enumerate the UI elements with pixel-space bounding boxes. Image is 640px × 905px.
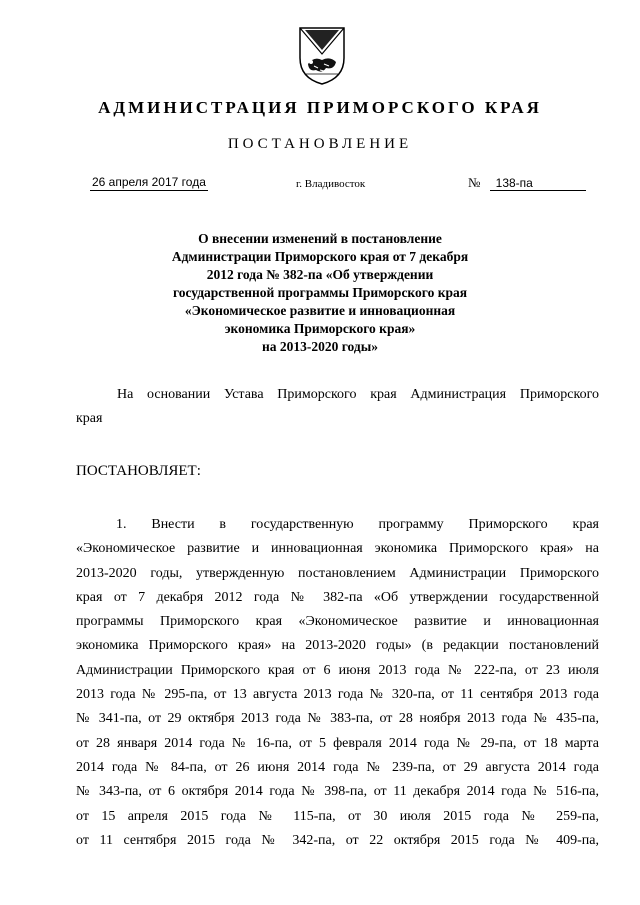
title-line: Администрации Приморского края от 7 декабря [171,249,469,264]
document-number-block [468,175,586,191]
body-line: края от 7 декабря 2012 года № 382-па «Об утверждении государственной [76,589,599,605]
basis-line: края [76,411,103,426]
body-line: № 343-па, от 6 октября 2014 года № 398-па, от 11 декабря 2014 года № 516-па, [76,784,599,800]
title-line: О внесении изменений в постановление [198,231,442,246]
body-line: 2013 года № 295-па, от 13 августа 2013 года № 320-па, от 11 сентября 2013 года [76,687,599,703]
clause-1-paragraph [76,513,599,853]
body-line: № 341-па, от 29 октября 2013 года № 383-па, от 28 ноября 2013 года № 435-па, [76,711,599,727]
title-line: на 2013-2020 годы» [261,339,379,354]
title-line: 2012 года № 382-па «Об утверждении [206,267,434,282]
number-sign: № [468,175,481,190]
body-line: от 15 апреля 2015 года № 115-па, от 30 июля 2015 года № 259-па, [76,808,599,824]
body-line: экономика Приморского края» на 2013-2020 годы» (в редакции постановлений [76,638,599,654]
body-line: программы Приморского края «Экономическое развитие и инновационная [76,614,599,630]
document-date: 26 апреля 2017 года [92,175,206,189]
body-line: 2013-2020 годы, утвержденную постановлением Администрации Приморского [76,565,599,581]
basis-line: На основании Устава Приморского края Администрация Приморского [117,387,599,402]
title-line: государственной программы Приморского края [172,285,468,300]
document-type: ПОСТАНОВЛЕНИЕ [227,136,413,152]
document-number: 138-па [490,176,586,191]
primorsky-krai-coat-of-arms-icon [296,24,348,86]
body-line: 2014 года № 84-па, от 26 июня 2014 года № 239-па, от 29 августа 2014 года [76,759,599,775]
body-line: от 28 января 2014 года № 16-па, от 5 февраля 2014 года № 29-па, от 18 марта [76,735,599,751]
document-city: г. Владивосток [296,178,366,190]
body-line: 1. Внести в государственную программу Приморского края [116,517,599,532]
agency-name: АДМИНИСТРАЦИЯ ПРИМОРСКОГО КРАЯ [98,98,542,117]
title-line: «Экономическое развитие и инновационная [184,303,456,318]
document-title [120,230,520,356]
body-line: от 11 сентября 2015 года № 342-па, от 22 октября 2015 года № 409-па, [76,832,599,848]
basis-paragraph [76,383,599,431]
body-line: «Экономическое развитие и инновационная экономика Приморского края» на [76,541,599,557]
body-line: Администрации Приморского края от 6 июня 2013 года № 222-па, от 23 июля [76,662,599,678]
decree-word: ПОСТАНОВЛЯЕТ: [76,463,201,479]
title-line: экономика Приморского края» [224,321,416,336]
